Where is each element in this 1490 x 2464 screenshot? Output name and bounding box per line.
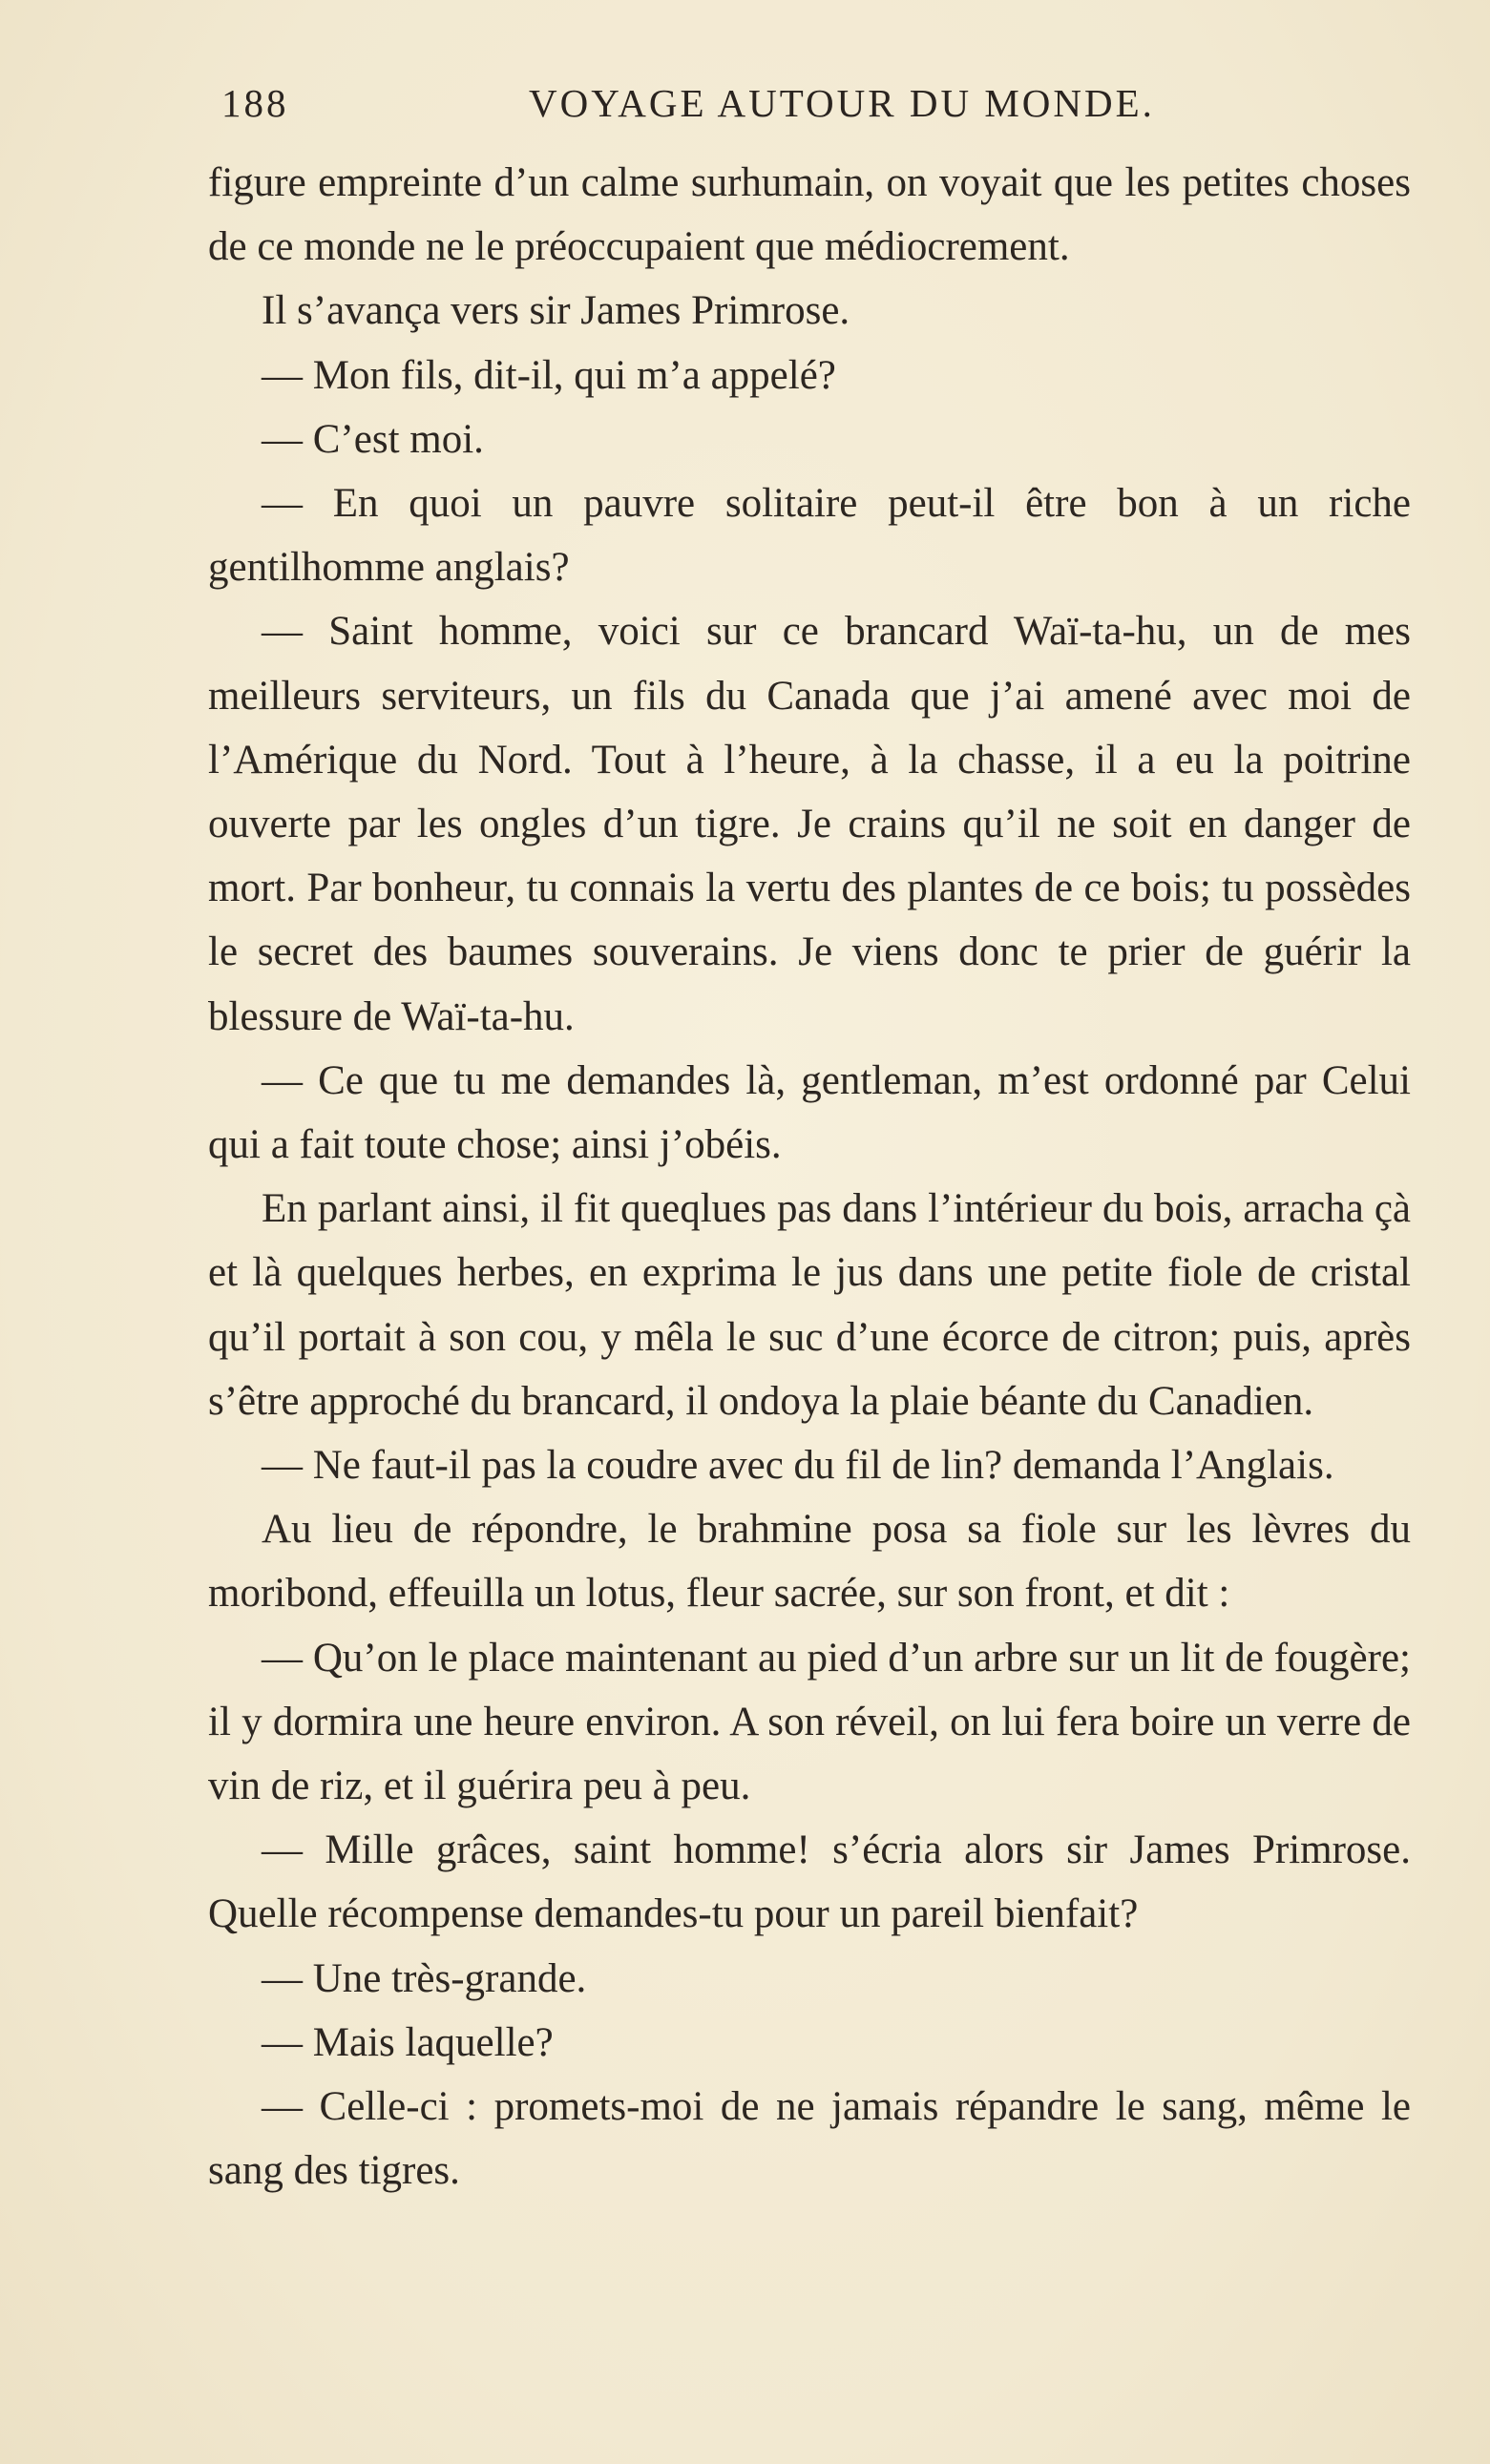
running-title: VOYAGE AUTOUR DU MONDE. xyxy=(529,81,1155,125)
page-header xyxy=(221,80,1176,137)
paragraph: — Qu’on le place maintenant au pied d’un arbre sur un lit de fougère; il y dormira une heure environ. A son réveil, on lui fera boire un verre de vin de riz, et il guérira peu à peu. xyxy=(208,1635,1411,1809)
paragraph: — Mais laquelle? xyxy=(262,2019,554,2065)
paragraph: — Mille grâces, saint homme! s’écria alors sir James Primrose. Quelle récompense demandes-tu pour un pareil bienfait? xyxy=(208,1827,1411,1937)
paragraph: — Ne faut-il pas la coudre avec du fil de lin? demanda l’Anglais. xyxy=(262,1443,1334,1489)
page-number: 188 xyxy=(221,81,289,125)
paragraph: — Celle-ci : promets-moi de ne jamais répandre le sang, même le sang des tigres. xyxy=(208,2084,1411,2194)
paragraph: figure empreinte d’un calme surhumain, on voyait que les petites choses de ce monde ne le préoccupaient que médiocrement. xyxy=(208,160,1411,270)
paragraph: — Une très-grande. xyxy=(262,1955,587,2001)
paragraph: — Saint homme, voici sur ce brancard Waï-ta-hu, un de mes meilleurs serviteurs, un fils du Canada que j’ai amené avec moi de l’Amérique du Nord. Tout à l’heure, à la chasse, il a eu la poitrine ouverte par les ongles d’un tigre. Je crains qu’il ne soit en danger de mort. Par bonheur, tu connais la vertu des plantes de ce bois; tu possèdes le secret des baumes souverains. Je viens donc te prier de guérir la blessure de Waï-ta-hu. xyxy=(208,609,1411,1039)
paragraph: Il s’avança vers sir James Primrose. xyxy=(262,288,850,334)
paragraph: — Mon fils, dit-il, qui m’a appelé? xyxy=(262,352,836,398)
body-text xyxy=(208,151,1411,2203)
paragraph: — En quoi un pauvre solitaire peut-il être bon à un riche gentilhomme anglais? xyxy=(208,481,1411,591)
paragraph: En parlant ainsi, il fit queqlues pas dans l’intérieur du bois, arracha çà et là quelques herbes, en exprima le jus dans une petite fiole de cristal qu’il portait à son cou, y mêla le suc d’une écorce de citron; puis, après s’être approché du brancard, il ondoya la plaie béante du Canadien. xyxy=(208,1186,1411,1424)
paragraph: — C’est moi. xyxy=(262,416,484,462)
paragraph: Au lieu de répondre, le brahmine posa sa fiole sur les lèvres du moribond, effeuilla un lotus, fleur sacrée, sur son front, et dit : xyxy=(208,1507,1411,1617)
paragraph: — Ce que tu me demandes là, gentleman, m’est ordonné par Celui qui a fait toute chose; ainsi j’obéis. xyxy=(208,1057,1411,1168)
